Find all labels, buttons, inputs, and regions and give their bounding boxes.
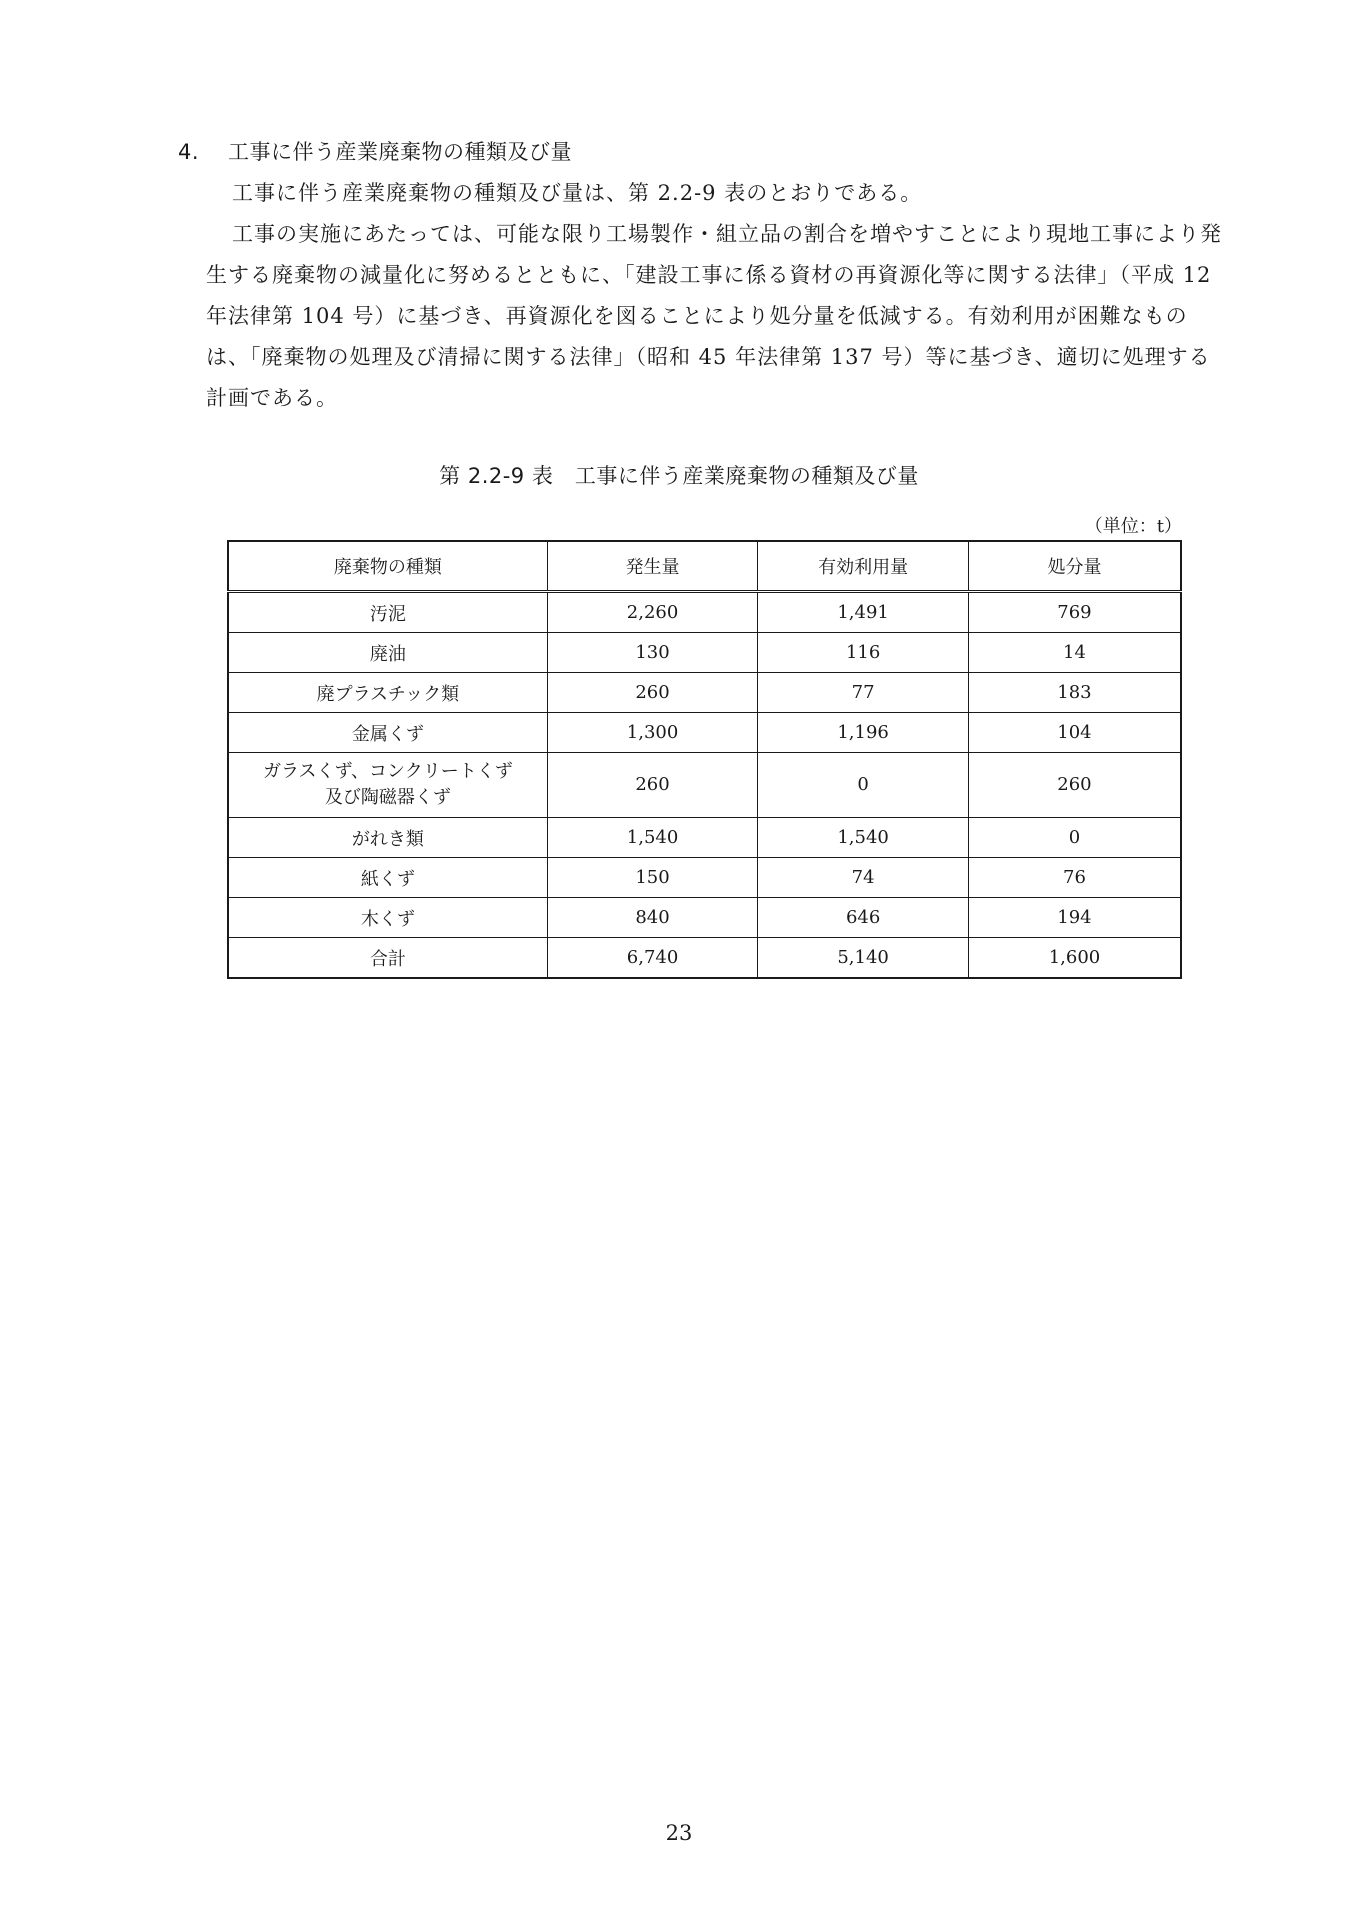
cell-disposed: 260 (968, 753, 1181, 818)
cell-reused: 1,540 (758, 818, 969, 858)
cell-waste-type (228, 673, 547, 713)
cell-waste-type (228, 898, 547, 938)
cell-reused: 1,196 (758, 713, 969, 753)
body-paragraph-text: 工事の実施にあたっては、可能な限り工場製作・組立品の割合を増やすことにより現地工事により発生する廃棄物の減量化に努めるとともに、「建設工事に係る資材の再資源化等に関する法律」（平成 12 年法律第 104 号）に基づき、再資源化を図ることにより処分量を低減する。有効利用が困難なものは、「廃棄物の処理及び清掃に関する法律」（昭和 45 年法律第 137 号）等に基づき、適切に処理する計画である。 (206, 222, 1222, 410)
cell-reused: 77 (758, 673, 969, 713)
cell-waste-type (228, 938, 547, 979)
table-row (228, 818, 1181, 858)
cell-reused: 5,140 (758, 938, 969, 979)
cell-disposed: 769 (968, 592, 1181, 633)
cell-reused: 74 (758, 858, 969, 898)
body-paragraph (206, 214, 1224, 419)
table-header-row (228, 541, 1181, 592)
waste-type-label: 合計 (369, 948, 406, 970)
cell-waste-type (228, 713, 547, 753)
waste-type-label: 廃プラスチック類 (316, 683, 460, 705)
waste-table (227, 540, 1182, 979)
cell-generated: 6,740 (547, 938, 758, 979)
cell-waste-type (228, 858, 547, 898)
table-body (228, 592, 1181, 979)
waste-type-label: ガラスくず、コンクリートくず (263, 761, 513, 782)
cell-reused: 0 (758, 753, 969, 818)
cell-disposed: 104 (968, 713, 1181, 753)
waste-type-label: 廃油 (369, 643, 406, 665)
cell-generated: 2,260 (547, 592, 758, 633)
cell-generated: 1,540 (547, 818, 758, 858)
cell-reused: 116 (758, 633, 969, 673)
table-row (228, 633, 1181, 673)
header-generated: 発生量 (547, 541, 758, 592)
table-row (228, 673, 1181, 713)
header-disposed: 処分量 (968, 541, 1181, 592)
table-unit: （単位：t） (1084, 516, 1182, 537)
section-number: 4. (178, 140, 200, 164)
cell-disposed: 14 (968, 633, 1181, 673)
cell-disposed: 194 (968, 898, 1181, 938)
table-row (228, 592, 1181, 633)
table-row (228, 713, 1181, 753)
waste-type-label-line2: 及び陶磁器くず (324, 787, 451, 808)
intro-paragraph: 工事に伴う産業廃棄物の種類及び量は、第 2.2-9 表のとおりである。 (232, 181, 923, 205)
cell-generated: 1,300 (547, 713, 758, 753)
cell-disposed: 0 (968, 818, 1181, 858)
table-row (228, 753, 1181, 818)
table-title: 第 2.2-9 表 工事に伴う産業廃棄物の種類及び量 (439, 464, 919, 488)
section-heading (178, 136, 572, 166)
cell-generated: 150 (547, 858, 758, 898)
table-row (228, 898, 1181, 938)
waste-type-label: 金属くず (351, 723, 424, 745)
table-row (228, 858, 1181, 898)
waste-type-label: 木くず (360, 908, 415, 930)
cell-generated: 260 (547, 673, 758, 713)
waste-type-label: 汚泥 (369, 603, 406, 625)
cell-waste-type (228, 633, 547, 673)
cell-waste-type (228, 592, 547, 633)
header-reused: 有効利用量 (758, 541, 969, 592)
section-title: 工事に伴う産業廃棄物の種類及び量 (228, 140, 572, 164)
cell-reused: 1,491 (758, 592, 969, 633)
cell-waste-type (228, 753, 547, 818)
cell-generated: 260 (547, 753, 758, 818)
cell-disposed: 1,600 (968, 938, 1181, 979)
waste-type-label: 紙くず (360, 868, 415, 890)
cell-waste-type (228, 818, 547, 858)
cell-disposed: 76 (968, 858, 1181, 898)
cell-disposed: 183 (968, 673, 1181, 713)
table-row (228, 938, 1181, 979)
cell-reused: 646 (758, 898, 969, 938)
header-type: 廃棄物の種類 (228, 541, 547, 592)
waste-type-label: がれき類 (351, 828, 424, 850)
page-number: 23 (665, 1821, 693, 1845)
cell-generated: 840 (547, 898, 758, 938)
cell-generated: 130 (547, 633, 758, 673)
